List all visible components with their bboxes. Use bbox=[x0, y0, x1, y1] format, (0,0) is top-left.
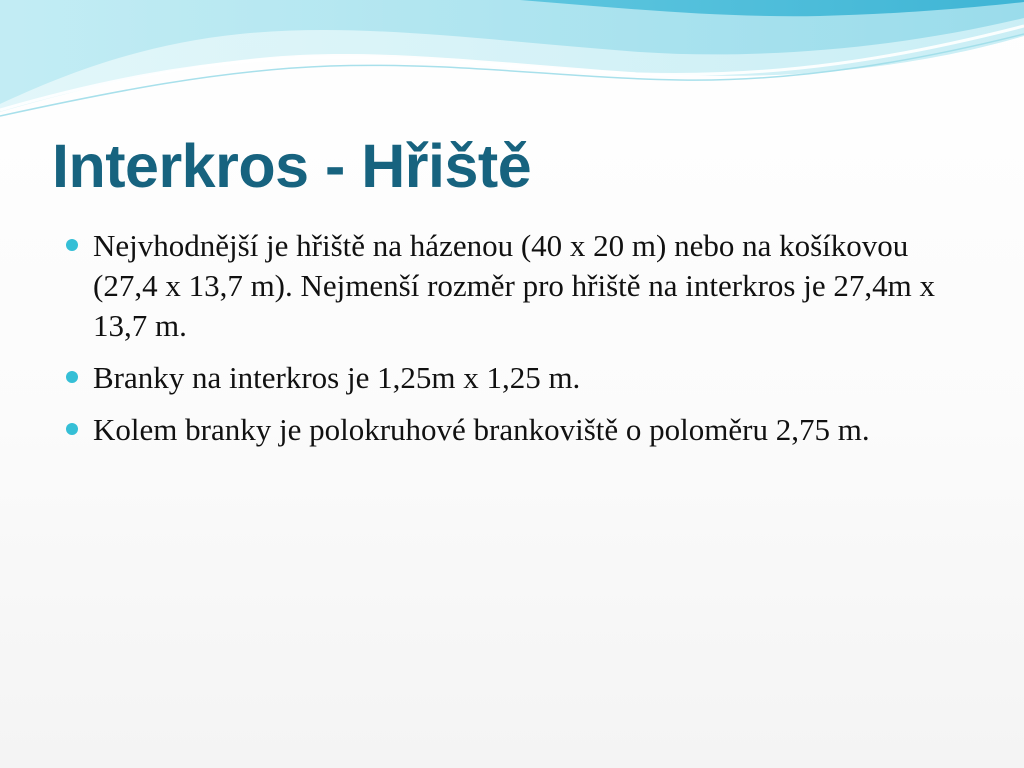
bullet-text: Kolem branky je polokruhové brankoviště o poloměru 2,75 m. bbox=[93, 412, 870, 447]
bullet-item bbox=[66, 410, 966, 450]
bullet-text: Nejvhodnější je hřiště na házenou (40 x 20 m) nebo na košíkovou (27,4 x 13,7 m). Nejmenší rozměr pro hřiště na interkros je 27,4m x 13,7 m. bbox=[93, 228, 935, 343]
slide-title: Interkros - Hřiště bbox=[52, 132, 532, 200]
wave-light-shape bbox=[0, 0, 1024, 112]
bullet-item bbox=[66, 226, 966, 346]
bullet-text: Branky na interkros je 1,25m x 1,25 m. bbox=[93, 360, 581, 395]
decorative-wave-banner bbox=[0, 0, 1024, 140]
bullet-item bbox=[66, 358, 966, 398]
bullet-dot-icon bbox=[66, 423, 78, 435]
bullet-list bbox=[66, 226, 966, 462]
bullet-dot-icon bbox=[66, 371, 78, 383]
bullet-dot-icon bbox=[66, 239, 78, 251]
